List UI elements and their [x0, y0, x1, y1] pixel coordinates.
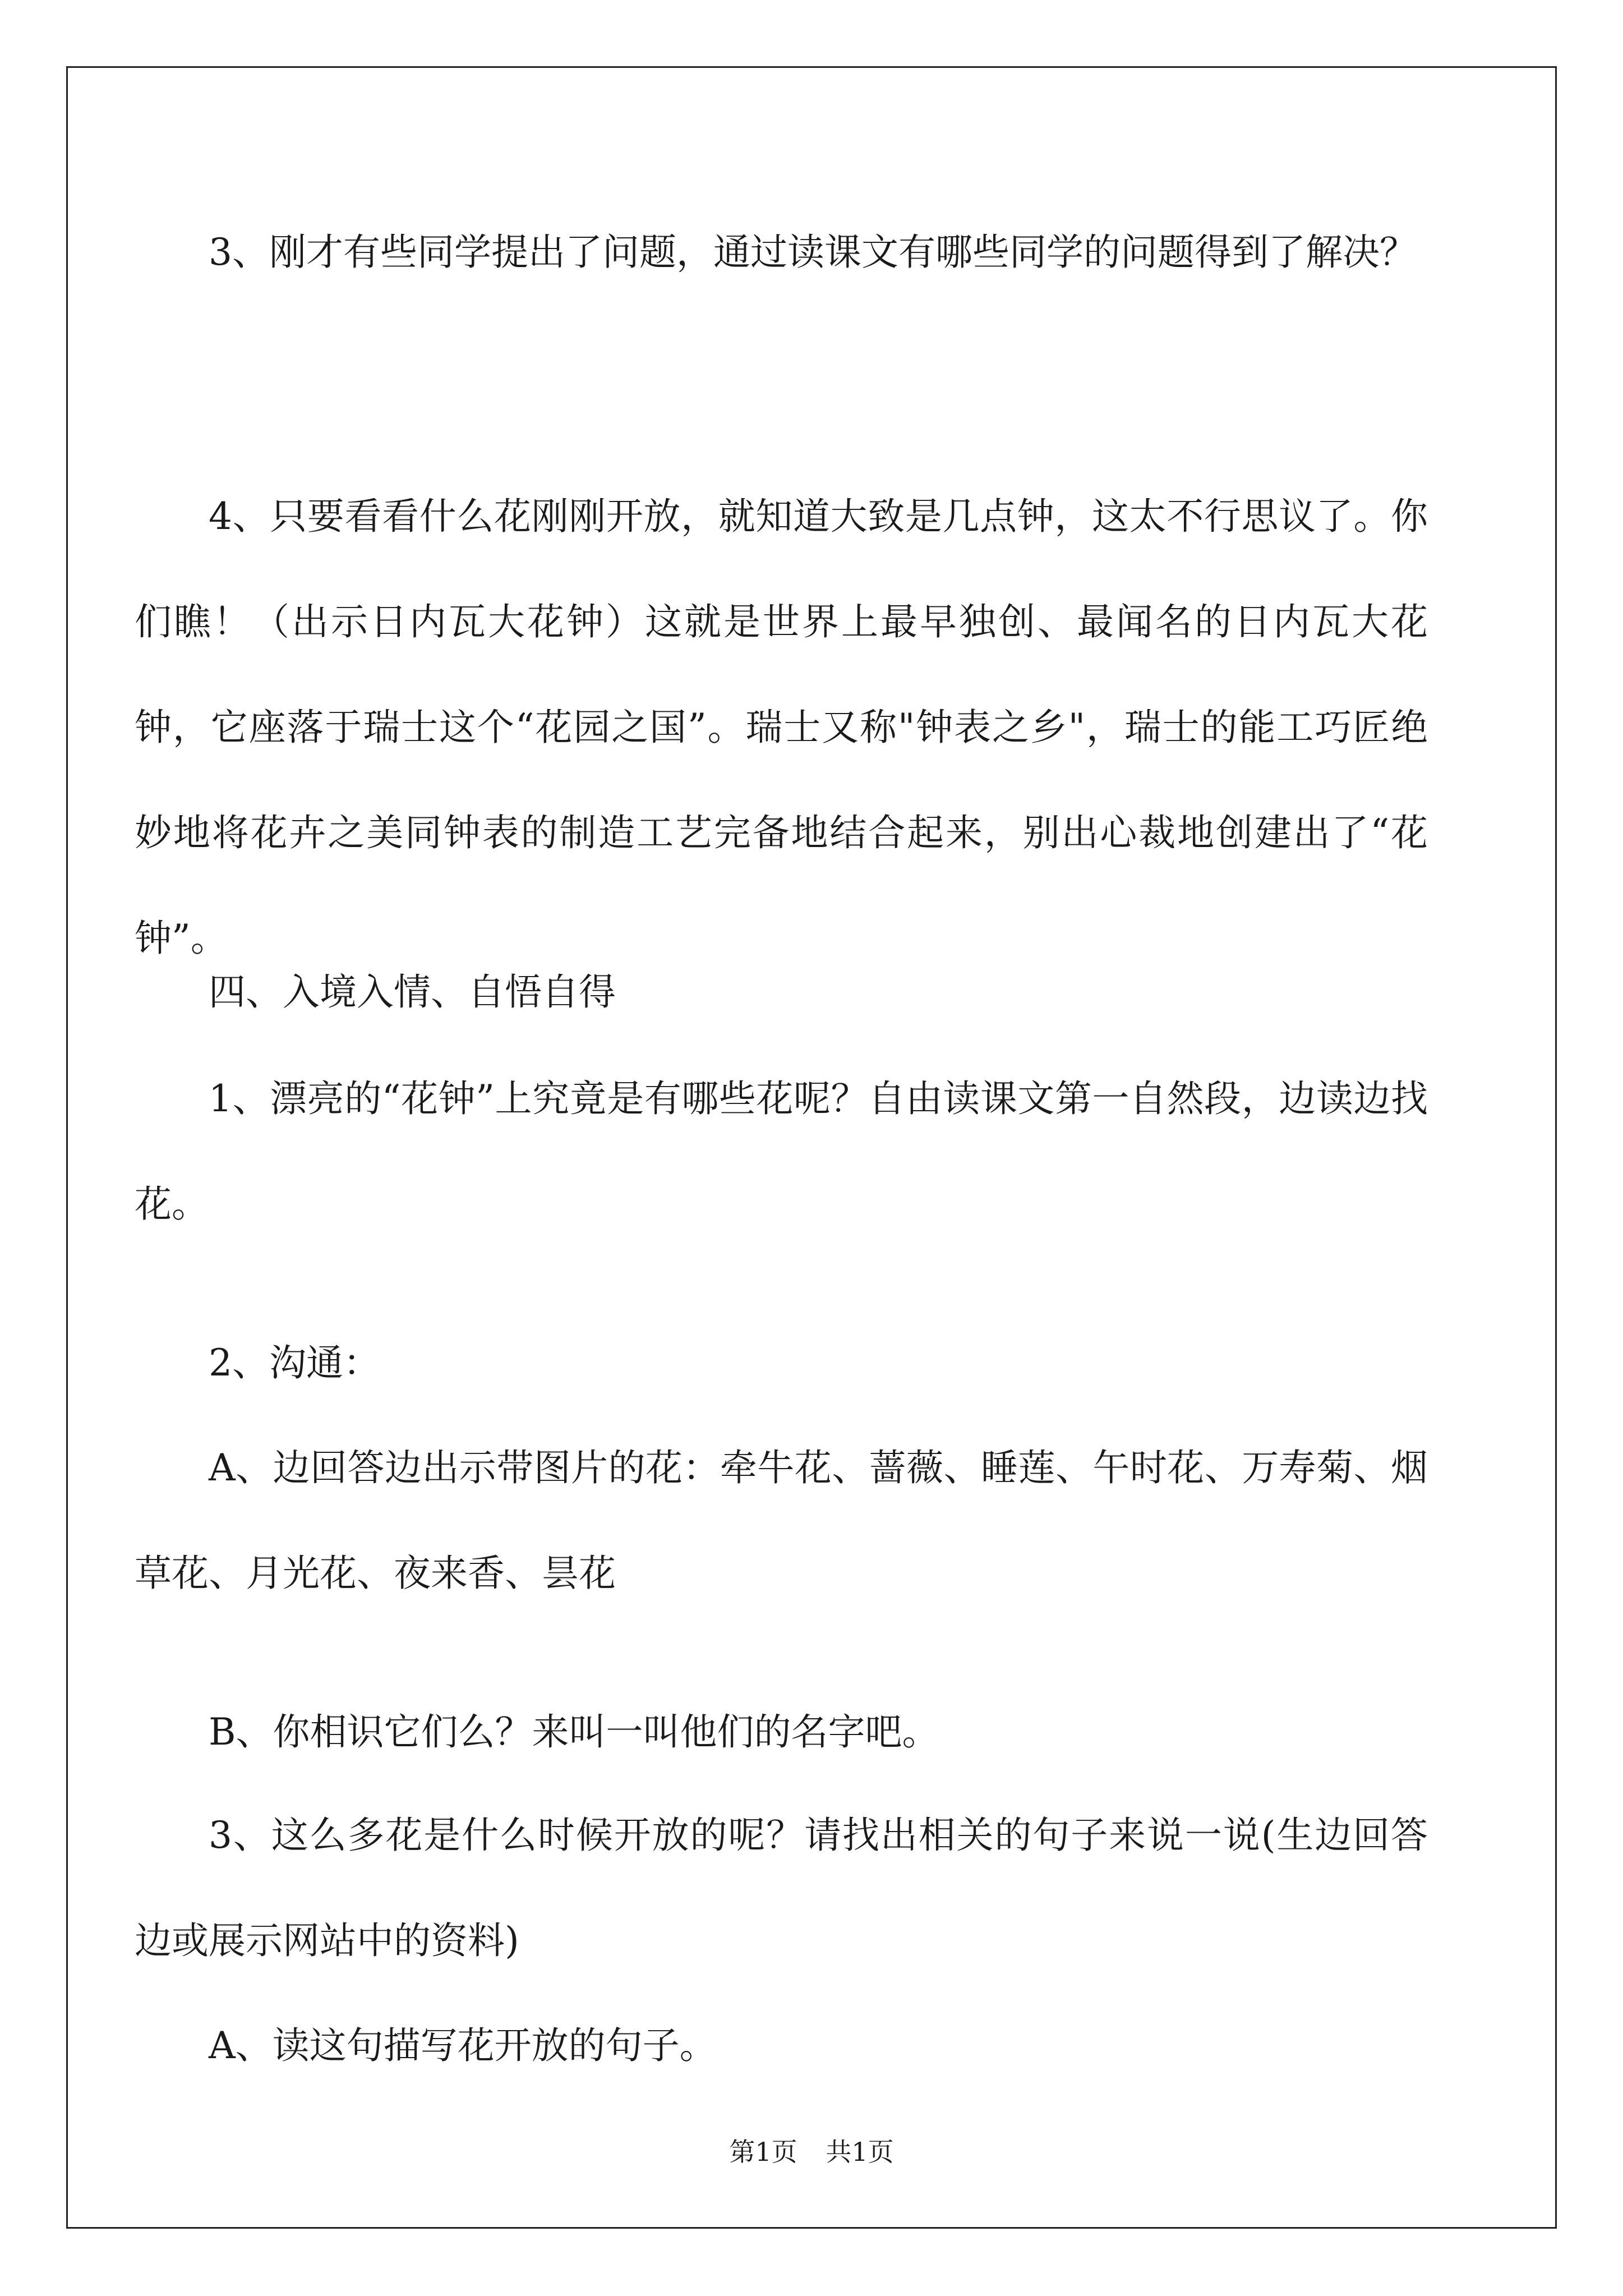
- paragraph: B、你相识它们么？来叫一叫他们的名字吧。: [209, 1710, 939, 1754]
- paragraph: A、边回答边出示带图片的花：牵牛花、蔷薇、睡莲、午时花、万寿菊、烟草花、月光花、夜来香、昙花: [135, 1446, 1428, 1595]
- paragraph: 1、漂亮的“花钟”上究竟是有哪些花呢？自由读课文第一自然段，边读边找花。: [135, 1077, 1428, 1226]
- page-number: 第1页: [729, 2137, 797, 2167]
- paragraph: 2、沟通：: [209, 1341, 380, 1384]
- paragraph: A、读这句描写花开放的句子。: [209, 2024, 717, 2067]
- paragraph: 4、只要看看什么花刚刚开放，就知道大致是几点钟，这太不行思议了。你们瞧！（出示日内瓦大花钟）这就是世界上最早独创、最闻名的日内瓦大花钟，它座落于瑞士这个“花园之国”。瑞士又称"钟表之乡"，瑞士的能工巧匠绝妙地将花卉之美同钟表的制造工艺完备地结合起来，别出心裁地创建出了“花钟”。: [135, 495, 1428, 960]
- section-heading: 四、入境入情、自悟自得: [209, 970, 616, 1014]
- paragraph: 3、这么多花是什么时候开放的呢？请找出相关的句子来说一说(生边回答边或展示网站中的资料): [135, 1814, 1428, 1962]
- page-total: 共1页: [826, 2137, 894, 2167]
- page-footer: [0, 2132, 1623, 2169]
- paragraph: 3、刚才有些同学提出了问题，通过读课文有哪些同学的问题得到了解决？: [209, 231, 1417, 274]
